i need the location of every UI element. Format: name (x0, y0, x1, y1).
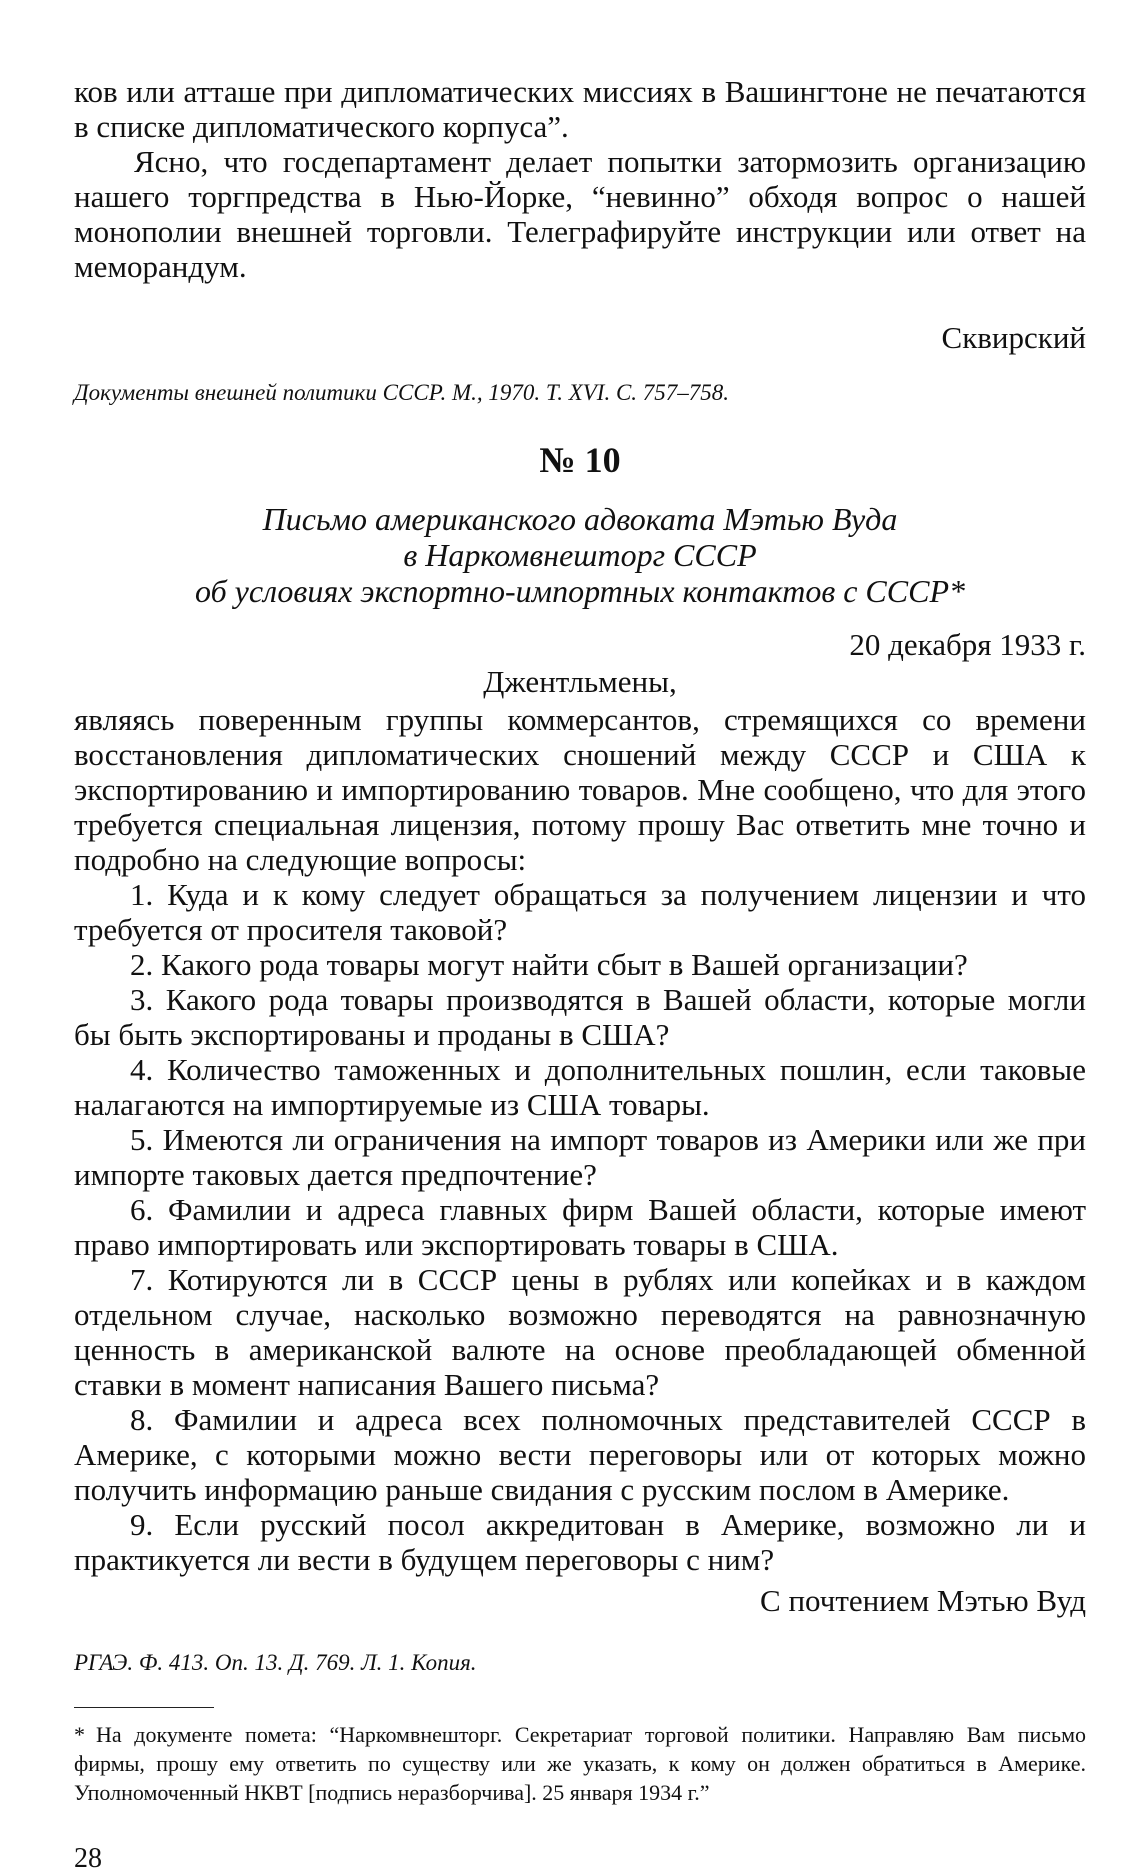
page-number: 28 (74, 1843, 102, 1874)
document-title (74, 501, 1086, 609)
list-item: 5. Имеются ли ограничения на импорт товаров из Америки или же при импорте таковых дается предпочтение? (74, 1122, 1086, 1192)
archive-citation: РГАЭ. Ф. 413. Оп. 13. Д. 769. Л. 1. Копия. (74, 1650, 477, 1675)
title-line: Письмо американского адвоката Мэтью Вуда (262, 501, 898, 537)
letter-closing: С почтением Мэтью Вуд (760, 1583, 1086, 1618)
source-citation: Документы внешней политики СССР. М., 1970. Т. XVI. С. 757–758. (74, 380, 730, 405)
list-item: 8. Фамилии и адреса всех полномочных представителей СССР в Америке, с которыми можно вести переговоры или от которых можно получить информацию раньше свидания с русским послом в Америке. (74, 1402, 1086, 1507)
title-line: об условиях экспортно-импортных контактов с СССР* (195, 573, 965, 609)
footnote-mark: * (74, 1722, 85, 1747)
telegram-signature: Сквирский (941, 320, 1086, 355)
letter-salutation: Джентльмены, (483, 664, 677, 699)
footnote-text: На документе помета: “Наркомвнешторг. Секретариат торговой политики. Направляю Вам письмо фирмы, прошу ему ответить по существу или же указать, к кому он должен обратиться в Америке. Уполномоченный НКВТ [подпись неразборчива]. 25 января 1934 г.” (74, 1722, 1086, 1805)
footnote-divider (74, 1707, 214, 1708)
list-item: 2. Какого рода товары могут найти сбыт в Вашей организации? (130, 947, 968, 982)
continuation-paragraph: ков или атташе при дипломатических миссиях в Вашингтоне не печатаются в списке дипломатического корпуса”. (74, 74, 1086, 144)
list-item: 6. Фамилии и адреса главных фирм Вашей области, которые имеют право импортировать или экспортировать товары в США. (74, 1192, 1086, 1262)
title-line: в Наркомвнешторг СССР (403, 537, 757, 573)
list-item: 3. Какого рода товары производятся в Вашей области, которые могли бы быть экспортированы и проданы в США? (74, 982, 1086, 1052)
document-number: № 10 (539, 440, 621, 480)
list-item: 4. Количество таможенных и дополнительных пошлин, если таковые налагаются на импортируемые из США товары. (74, 1052, 1086, 1122)
footnote (74, 1720, 1086, 1807)
questions-list (74, 877, 1086, 1577)
list-item: 1. Куда и к кому следует обращаться за получением лицензии и что требуется от просителя таковой? (74, 877, 1086, 947)
list-item: 7. Котируются ли в СССР цены в рублях или копейках и в каждом отдельном случае, насколько возможно переводятся на равнозначную ценность в американской валюте на основе преобладающей обменной ставки в момент написания Вашего письма? (74, 1262, 1086, 1402)
telegram-paragraph: Ясно, что госдепартамент делает попытки затормозить организацию нашего торгпредства в Нью-Йорке, “невинно” обходя вопрос о нашей монополии внешней торговли. Телеграфируйте инструкции или ответ на меморандум. (74, 144, 1086, 284)
letter-intro: являясь поверенным группы коммерсантов, стремящихся со времени восстановления дипломатических сношений между СССР и США к экспортированию и импортированию товаров. Мне сообщено, что для этого требуется специальная лицензия, потому прошу Вас ответить мне точно и подробно на следующие вопросы: (74, 702, 1086, 877)
list-item: 9. Если русский посол аккредитован в Америке, возможно ли и практикуется ли вести в будущем переговоры с ним? (74, 1507, 1086, 1577)
letter-date: 20 декабря 1933 г. (849, 627, 1086, 662)
